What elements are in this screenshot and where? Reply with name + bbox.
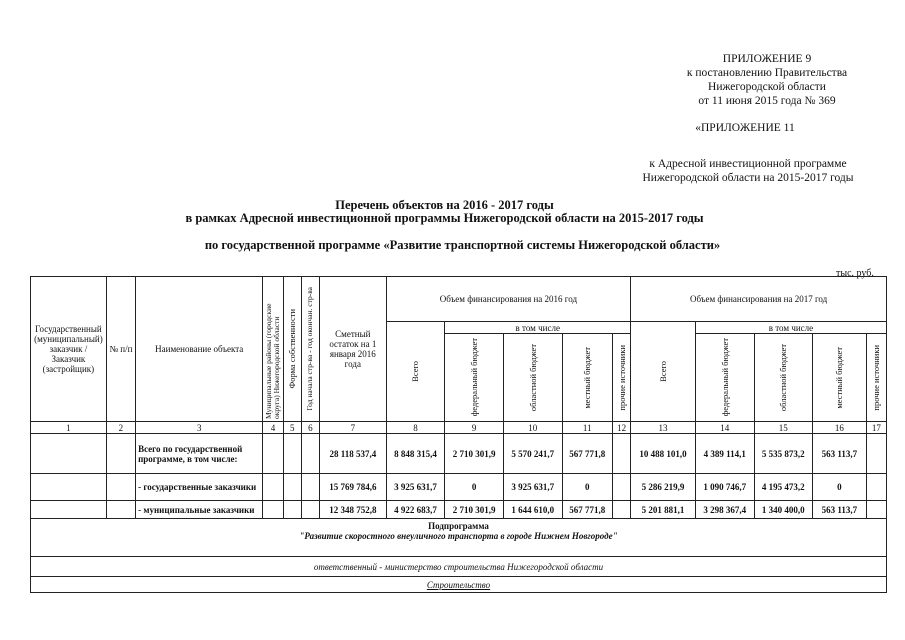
unit-label: тыс. руб. [836, 268, 874, 279]
document-title-line3: по государственной программе «Развитие транспортной системы Нижегородской области» [204, 238, 721, 252]
col-district [263, 277, 283, 422]
document-title-line1: Перечень объектов на 2016 - 2017 годы [335, 198, 554, 212]
col-number: 2 [106, 422, 135, 434]
col-regional-2017-label: областной бюджет [778, 343, 789, 412]
col-number: 8 [386, 422, 445, 434]
col-district-label: Муниципальные районы (городские округа) Нижегородской области [264, 303, 282, 419]
cell-federal-2016: 2 710 301,9 [445, 501, 504, 519]
col-number: 13 [631, 422, 696, 434]
subprogram-responsible: ответственный - министерство строительства Нижегородской области [31, 557, 887, 577]
col-other-2017 [866, 334, 886, 422]
col-number: 12 [613, 422, 631, 434]
col-number: 15 [754, 422, 813, 434]
col-ownership [283, 277, 301, 422]
appendix-line: ПРИЛОЖЕНИЕ 9 [722, 53, 812, 65]
col-number: 3 [136, 422, 263, 434]
col-total-2016 [386, 322, 445, 422]
row-name: - муниципальные заказчики [136, 501, 263, 519]
col-local-2017 [813, 334, 867, 422]
appendix-line: к постановлению Правительства [686, 67, 848, 79]
row-name: Всего по государственной программе, в том числе: [136, 434, 263, 474]
cell-other-2016 [613, 501, 631, 519]
subprogram-row [31, 519, 887, 557]
col-other-2016 [613, 334, 631, 422]
col-number: 17 [866, 422, 886, 434]
col-regional-2016-label: областной бюджет [527, 343, 538, 412]
col-total-2017 [631, 322, 696, 422]
col-federal-2016-label: федеральный бюджет [469, 338, 480, 417]
cell-balance: 12 348 752,8 [319, 501, 386, 519]
cell-local-2017: 563 113,7 [813, 434, 867, 474]
col-local-2017-label: местный бюджет [834, 346, 845, 409]
col-customer: Государственный (муниципальный) заказчик / Заказчик (застройщик) [31, 277, 107, 422]
col-number: 7 [319, 422, 386, 434]
cell-total-2017: 5 201 881,1 [631, 501, 696, 519]
col-number: 5 [283, 422, 301, 434]
col-number: 14 [695, 422, 754, 434]
col-incl-2017: в том числе [695, 322, 886, 334]
col-ownership-label: Форма собственности [287, 309, 298, 389]
cell-federal-2017: 1 090 746,7 [695, 474, 754, 501]
program-reference [633, 157, 863, 185]
col-local-2016 [562, 334, 613, 422]
cell-other-2016 [613, 434, 631, 474]
col-number: 9 [445, 422, 504, 434]
cell-regional-2017: 5 535 873,2 [754, 434, 813, 474]
appendix-line: Нижегородской области [708, 81, 826, 93]
cell-local-2017: 0 [813, 474, 867, 501]
program-ref-line: Нижегородской области на 2015-2017 годы [642, 172, 854, 184]
col-number: 10 [503, 422, 562, 434]
cell-total-2017: 10 488 101,0 [631, 434, 696, 474]
document-title-line2: в рамках Адресной инвестиционной программы Нижегородской области на 2015-2017 годы [185, 211, 704, 225]
col-federal-2017 [695, 334, 754, 422]
col-total-2016-label: Всего [410, 361, 421, 382]
cell-federal-2016: 2 710 301,9 [445, 434, 504, 474]
col-other-2017-label: прочие источники [871, 344, 882, 411]
cell-federal-2017: 4 389 114,1 [695, 434, 754, 474]
col-local-2016-label: местный бюджет [582, 346, 593, 409]
col-number: 1 [31, 422, 107, 434]
responsible-row [31, 557, 887, 577]
cell-regional-2017: 1 340 400,0 [754, 501, 813, 519]
col-name: Наименование объекта [136, 277, 263, 422]
col-incl-2016: в том числе [445, 322, 631, 334]
program-ref-line: к Адресной инвестиционной программе [649, 158, 847, 170]
col-regional-2016 [503, 334, 562, 422]
section-row [31, 577, 887, 593]
cell-total-2016: 3 925 631,7 [386, 474, 445, 501]
cell-local-2016: 567 771,8 [562, 434, 613, 474]
col-number: 6 [301, 422, 319, 434]
col-total-2017-label: Всего [658, 361, 669, 382]
cell-total-2017: 5 286 219,9 [631, 474, 696, 501]
appendix-11-label: «ПРИЛОЖЕНИЕ 11 [695, 122, 795, 134]
cell-regional-2016: 1 644 610,0 [503, 501, 562, 519]
row-name: - государственные заказчики [136, 474, 263, 501]
col-years [301, 277, 319, 422]
objects-table [30, 276, 887, 593]
cell-federal-2016: 0 [445, 474, 504, 501]
col-num: № п/п [106, 277, 135, 422]
cell-local-2017: 563 113,7 [813, 501, 867, 519]
cell-total-2016: 4 922 683,7 [386, 501, 445, 519]
cell-total-2016: 8 848 315,4 [386, 434, 445, 474]
col-other-2016-label: прочие источники [616, 344, 627, 411]
cell-other-2017 [866, 434, 886, 474]
col-fin2016: Объем финансирования на 2016 год [386, 277, 631, 322]
column-numbers-row [31, 422, 887, 434]
subprogram-name: "Развитие скоростного внеуличного транспорта в городе Нижнем Новгороде" [299, 531, 618, 541]
col-federal-2017-label: федеральный бюджет [719, 338, 730, 417]
col-regional-2017 [754, 334, 813, 422]
cell-other-2017 [866, 474, 886, 501]
appendix-9-header [667, 52, 867, 108]
col-number: 11 [562, 422, 613, 434]
cell-regional-2016: 3 925 631,7 [503, 474, 562, 501]
cell-federal-2017: 3 298 367,4 [695, 501, 754, 519]
col-years-label: Год начала стр-ва - год окончан. стр-ва [305, 287, 315, 411]
cell-regional-2017: 4 195 473,2 [754, 474, 813, 501]
cell-local-2016: 0 [562, 474, 613, 501]
col-balance: Сметный остаток на 1 января 2016 года [319, 277, 386, 422]
cell-balance: 15 769 784,6 [319, 474, 386, 501]
cell-regional-2016: 5 570 241,7 [503, 434, 562, 474]
col-federal-2016 [445, 334, 504, 422]
col-fin2017: Объем финансирования на 2017 год [631, 277, 887, 322]
col-number: 4 [263, 422, 283, 434]
col-number: 16 [813, 422, 867, 434]
cell-local-2016: 567 771,8 [562, 501, 613, 519]
subprogram-label: Подпрограмма [428, 521, 489, 531]
cell-balance: 28 118 537,4 [319, 434, 386, 474]
cell-other-2017 [866, 501, 886, 519]
table-row [31, 434, 887, 474]
appendix-line: от 11 июня 2015 года № 369 [698, 95, 836, 107]
table-row [31, 474, 887, 501]
table-row [31, 501, 887, 519]
cell-other-2016 [613, 474, 631, 501]
section-construction: Строительство [31, 577, 887, 593]
